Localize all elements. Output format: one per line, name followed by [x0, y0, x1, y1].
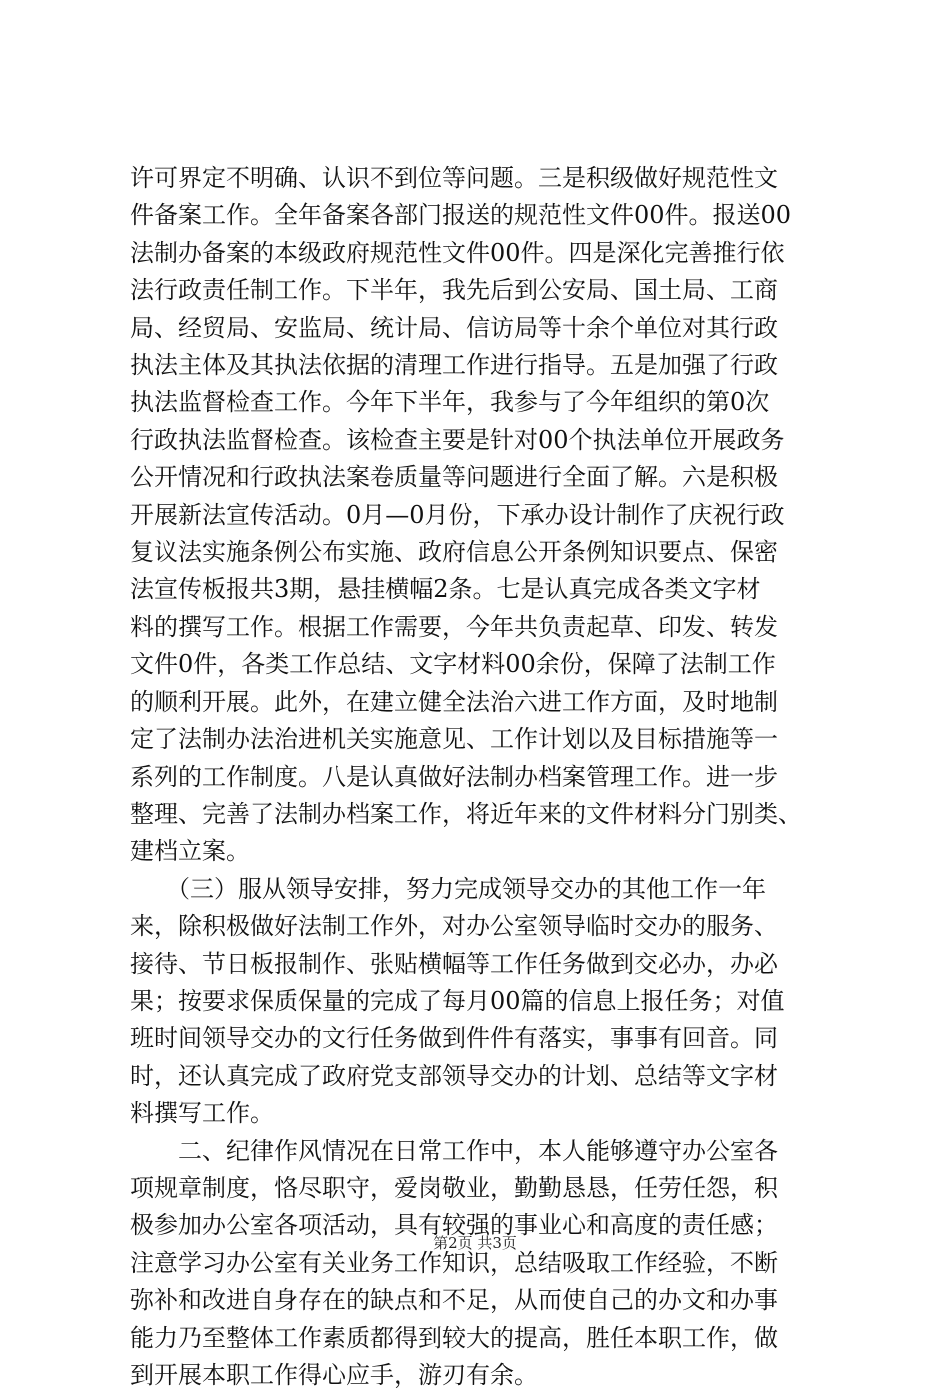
paragraph-work-items: 许可界定不明确、认识不到位等问题。三是积级做好规范性文 件备案工作。全年备案各部门报送的规范性文件00件。报送00 法制办备案的本级政府规范性文件00件。四是深化完善推行依 法行政责任制工作。下半年，我先后到公安局、国土局、工商 局、经贸局、安监局、统计局、信访局等十余个单位对其行政 执法主体及其执法依据的清理工作进行指导。五是加强了行政 执法监督检查工作。今年下半年，我参与了今年组织的第0次 行政执法监督检查。该检查主要是针对00个执法单位开展政务 公开情况和行政执法案卷质量等问题进行全面了解。六是积极 开展新法宣传活动。0月—0月份，下承办设计制作了庆祝行政 复议法实施条例公布实施、政府信息公开条例知识要点、保密 法宣传板报共3期，悬挂横幅2条。七是认真完成各类文字材 料的撰写工作。根据工作需要，今年共负责起草、印发、转发 文件0件，各类工作总结、文字材料00余份，保障了法制工作 的顺利开展。此外，在建立健全法治六进工作方面，及时地制 定了法制办法治进机关实施意见、工作计划以及目标措施等一 系列的工作制度。八是认真做好法制办档案管理工作。进一步 整理、完善了法制办档案工作，将近年来的文件材料分门别类、 建档立案。: [130, 164, 802, 866]
paragraph-other-tasks: （三）服从领导安排，努力完成领导交办的其他工作一年 来，除积极做好法制工作外，对办公室领导临时交办的服务、 接待、节日板报制作、张贴横幅等工作任务做到交必办，办必 果；按要求保质保量的完成了每月00篇的信息上报任务；对值 班时间领导交办的文行任务做到件件有落实，事事有回音。同 时，还认真完成了政府党支部领导交办的计划、总结等文字材 料撰写工作。: [130, 874, 785, 1128]
paragraph-discipline: 二、纪律作风情况在日常工作中，本人能够遵守办公室各 项规章制度，恪尽职守，爱岗敬业，勤勤恳恳，任劳任怨，积 极参加办公室各项活动，具有较强的事业心和高度的责任感； 注意学习办公室有关业务工作知识，总结吸取工作经验，不断 弥补和改进自身存在的缺点和不足，从而使自己的办文和办事 能力乃至整体工作素质都得到较大的提高，胜任本职工作，做 到开展本职工作得心应手，游刃有余。: [130, 1136, 778, 1389]
page-footer: [0, 1232, 950, 1253]
document-body: [130, 160, 830, 1394]
page-number-label: 第2页 共3页: [433, 1234, 517, 1252]
